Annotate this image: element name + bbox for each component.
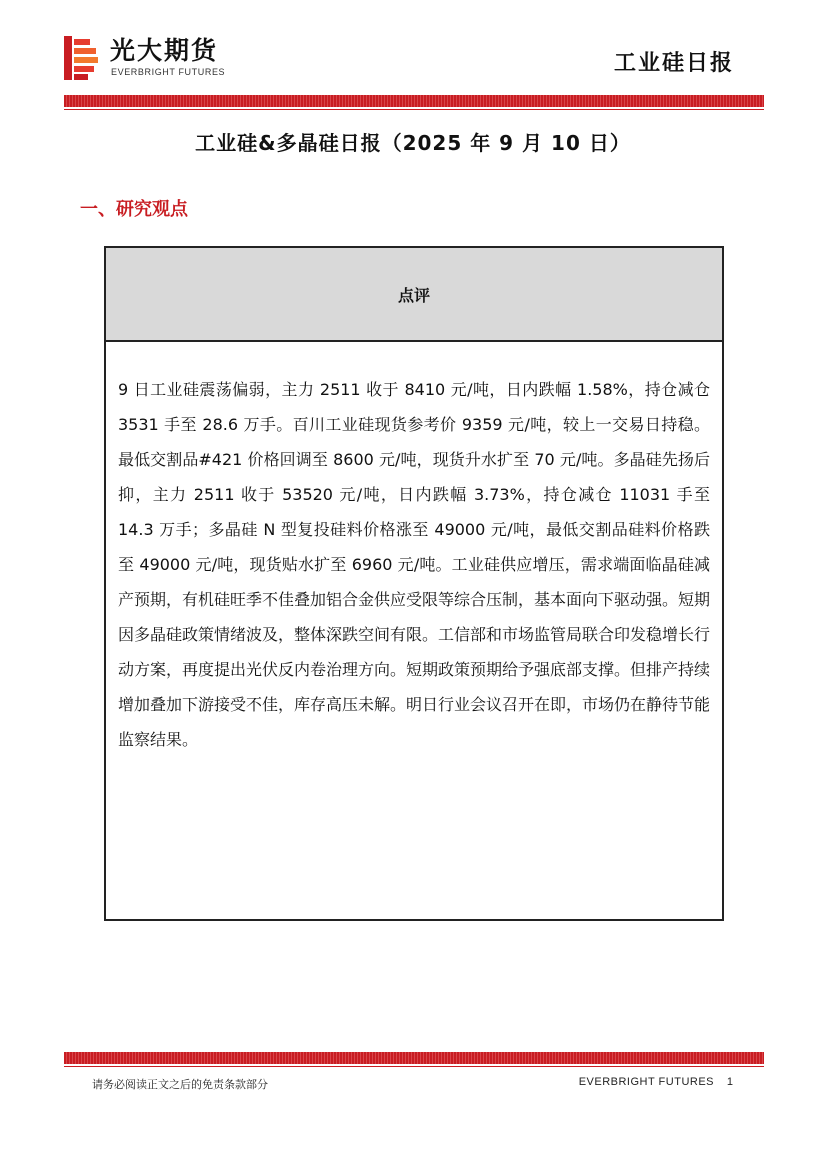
brand-name-cn: 光大期货 [110,36,219,65]
header-divider [64,95,764,107]
footer-brand: EVERBRIGHT FUTURES [578,1076,714,1088]
everbright-logo-icon [64,36,98,80]
page-title: 工业硅&多晶硅日报（2025 年 9 月 10 日） [195,131,631,155]
report-type-title: 工业硅日报 [613,51,734,76]
section-heading-research-view: 一、研究观点 [80,199,188,220]
brand-name-en: EVERBRIGHT FUTURES [111,67,226,77]
disclaimer-note: 请务必阅读正文之后的免责条款部分 [92,1078,268,1091]
footer-divider [64,1052,764,1064]
page-number: 1 [726,1076,733,1088]
review-table-header: 点评 [106,248,722,342]
review-table [104,246,724,921]
review-table-body: 9 日工业硅震荡偏弱，主力 2511 收于 8410 元/吨，日内跌幅 1.58%，持仓减仓 3531 手至 28.6 万手。百川工业硅现货参考价 9359 元/吨，较上一交易日持稳。最低交割品#421 价格回调至 8600 元/吨，现货升水扩至 70 元/吨。多晶硅先扬后抑，主力 2511 收于 53520 元/吨，日内跌幅 3.73%，持仓减仓 11031 手至 14.3 万手；多晶硅 N 型复投硅料价格涨至 49000 元/吨，最低交割品硅料价格跌至 49000 元/吨，现货贴水扩至 6960 元/吨。工业硅供应增压，需求端面临晶硅减产预期，有机硅旺季不佳叠加铝合金供应受限等综合压制，基本面向下驱动强。短期因多晶硅政策情绪波及，整体深跌空间有限。工信部和市场监管局联合印发稳增长行动方案，再度提出光伏反内卷治理方向。短期政策预期给予强底部支撑。但排产持续增加叠加下游接受不佳，库存高压未解。明日行业会议召开在即，市场仍在静待节能监察结果。 [118,380,711,749]
